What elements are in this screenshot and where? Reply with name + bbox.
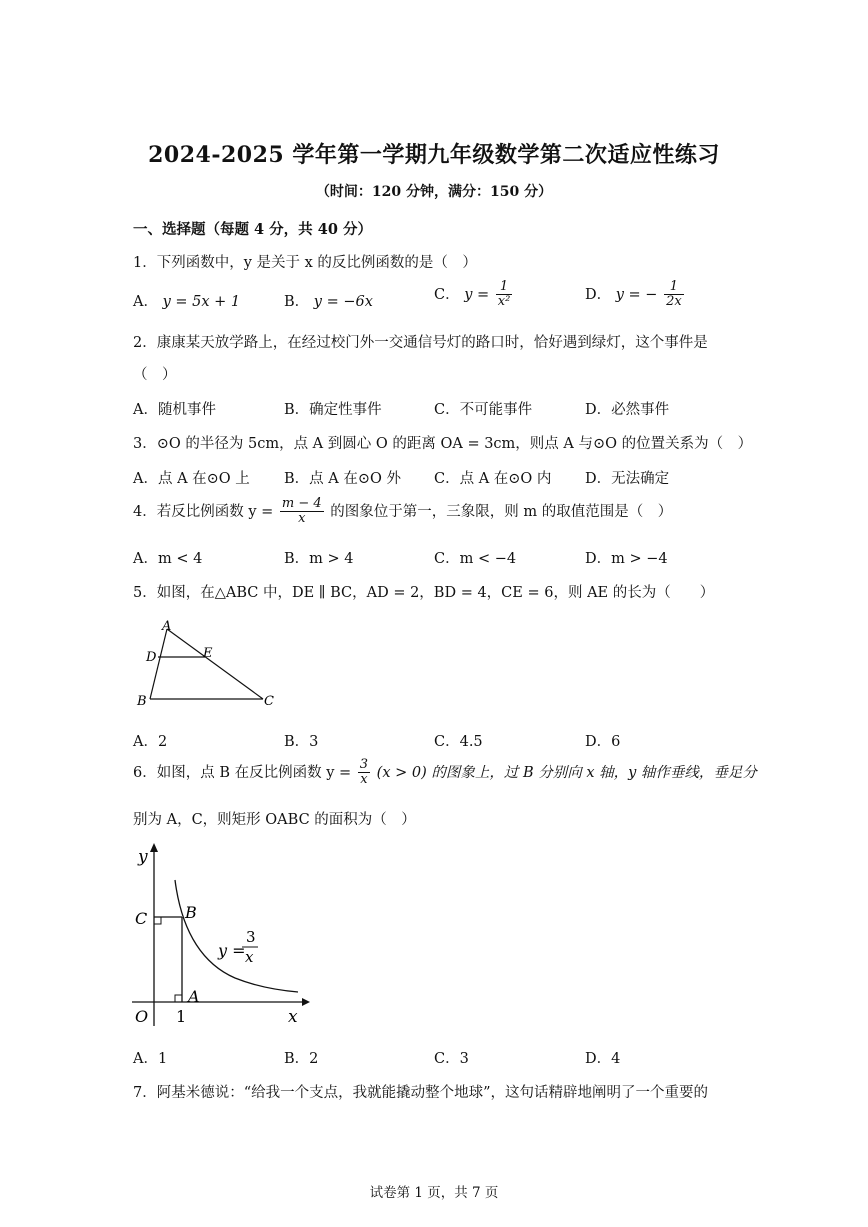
q5-option-d: D．6: [585, 734, 621, 750]
label-c: C: [264, 694, 274, 709]
q2-option-b: B．确定性事件: [284, 402, 382, 418]
triangle-figure: [130, 615, 290, 715]
tick-one-label: 1: [176, 1007, 187, 1026]
q2-option-a: A．随机事件: [133, 402, 216, 418]
q2-option-d: D．必然事件: [585, 402, 670, 418]
q6-option-d: D．4: [585, 1051, 621, 1067]
page-footer: 试卷第 1 页，共 7 页: [369, 1185, 499, 1201]
q6-option-a: A．1: [133, 1051, 168, 1067]
q3-option-c: C．点 A 在⊙O 内: [434, 471, 552, 487]
q1-option-a: A． y = 5x + 1: [133, 294, 241, 310]
q3-option-a: A．点 A 在⊙O 上: [133, 471, 250, 487]
page-title: 2024-2025 学年第一学期九年级数学第二次适应性练习: [148, 142, 720, 168]
q2-option-c: C．不可能事件: [434, 402, 533, 418]
curve-denominator: x: [245, 948, 254, 966]
q5-option-b: B．3: [284, 734, 319, 750]
question-1-stem: 1．下列函数中，y 是关于 x 的反比例函数的是（ ）: [133, 255, 477, 271]
q6-option-b: B．2: [284, 1051, 319, 1067]
label-d: D: [146, 650, 157, 665]
q1-option-c: C． y = $\frac{1}{\text{x²}}$: [434, 279, 511, 310]
exam-info: （时间：120 分钟，满分：150 分）: [315, 184, 553, 200]
question-6-stem: 6．如图，点 B 在反比例函数 y = $\frac{3}{x}$ (x > 0) 的图象上，过 B 分别向 x 轴，y 轴作垂线，垂足分: [133, 757, 757, 788]
label-b: B: [137, 694, 147, 709]
q4-option-d: D．m > −4: [585, 551, 668, 567]
point-c-label: C: [135, 909, 148, 928]
q1-option-d: D． y = − $\frac{1}{2x}$: [585, 279, 682, 310]
label-e: E: [203, 646, 213, 661]
section-heading: 一、选择题（每题 4 分，共 40 分）: [133, 221, 372, 238]
hyperbola-figure: [130, 840, 310, 1030]
q4-option-c: C．m < −4: [434, 551, 517, 567]
origin-label: O: [135, 1007, 149, 1026]
point-b-label: B: [185, 903, 197, 922]
q3-option-d: D．无法确定: [585, 471, 670, 487]
question-2-stem: 2．康康某天放学路上，在经过校门外一交通信号灯的路口时，恰好遇到绿灯，这个事件是: [133, 335, 708, 351]
question-6-stem-cont: 别为 A，C，则矩形 OABC 的面积为（ ）: [133, 812, 416, 828]
question-3-stem: 3．⊙O 的半径为 5cm，点 A 到圆心 O 的距离 OA = 3cm，则点 A 与⊙O 的位置关系为（ ）: [133, 436, 753, 452]
q4-option-a: A．m < 4: [133, 551, 203, 567]
question-7-stem: 7．阿基米德说：“给我一个支点，我就能撬动整个地球”，这句话精辟地阐明了一个重要的: [133, 1085, 709, 1101]
curve-label: y =: [218, 941, 246, 960]
q6-option-c: C．3: [434, 1051, 469, 1067]
question-5-stem: 5．如图，在△ABC 中，DE ∥ BC，AD = 2，BD = 4，CE = 6，则 AE 的长为（ ）: [133, 585, 715, 601]
q3-option-b: B．点 A 在⊙O 外: [284, 471, 401, 487]
q1-option-b: B． y = −6x: [284, 294, 373, 310]
label-a: A: [162, 619, 172, 634]
q4-option-b: B．m > 4: [284, 551, 354, 567]
point-a-label: A: [188, 987, 200, 1006]
question-2-stem-cont: （ ）: [133, 367, 177, 383]
curve-numerator: 3: [246, 928, 256, 946]
q5-option-a: A．2: [133, 734, 168, 750]
x-axis-label: x: [288, 1007, 298, 1027]
y-axis-label: y: [138, 847, 148, 867]
q5-option-c: C．4.5: [434, 734, 483, 750]
question-4-stem: 4．若反比例函数 y = $\frac{m - 4}{x}$ 的图象位于第一，三象限，则 m 的取值范围是（ ）: [133, 496, 673, 527]
